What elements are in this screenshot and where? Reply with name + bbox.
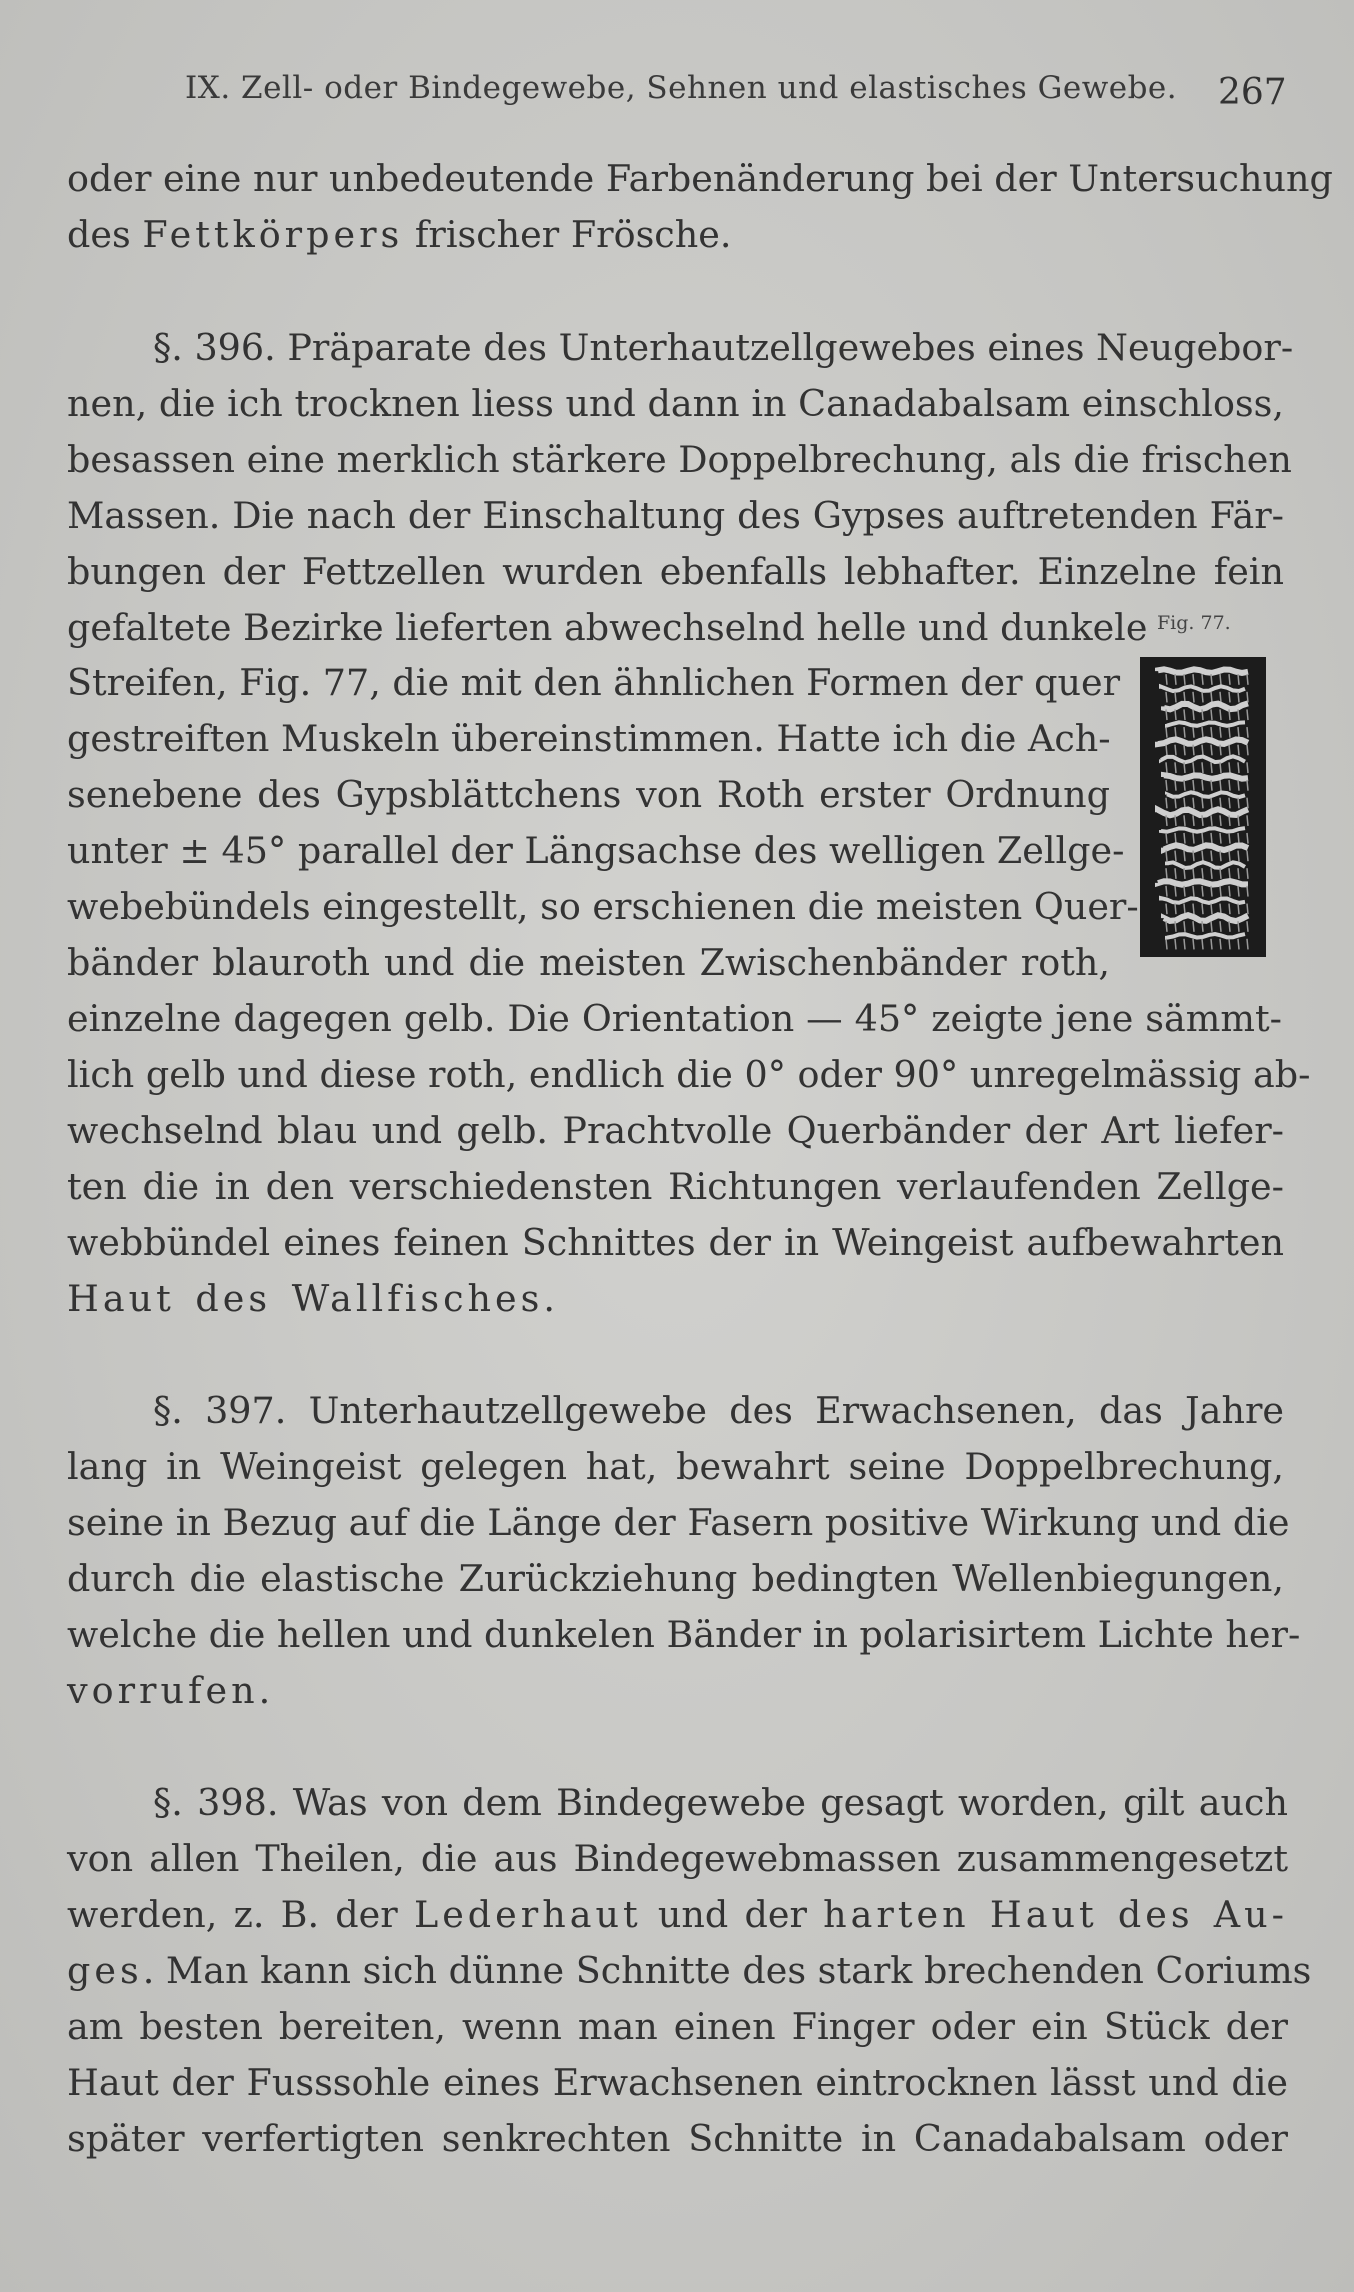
figure-77-striped-tissue xyxy=(1140,657,1266,957)
figure-hatch xyxy=(1166,745,1167,756)
text-run: webbündel eines feinen Schnittes der in Weingeist aufbewahrten xyxy=(67,1221,1284,1264)
figure-hatch xyxy=(1166,939,1167,950)
figure-hatch xyxy=(1211,815,1212,826)
figure-hatch xyxy=(1238,868,1239,879)
figure-hatch xyxy=(1238,904,1239,915)
figure-hatch xyxy=(1166,904,1167,915)
figure-hatch xyxy=(1202,851,1203,862)
running-title: IX. Zell- oder Bindegewebe, Sehnen und elastisches Gewebe. xyxy=(185,70,1178,106)
figure-hatch xyxy=(1175,904,1176,915)
figure-hatch xyxy=(1166,780,1167,791)
figure-hatch xyxy=(1238,780,1239,791)
text-line xyxy=(67,156,1333,202)
figure-hatch xyxy=(1202,939,1203,950)
figure-hatch xyxy=(1193,886,1194,897)
text-run: Haut der Fusssohle eines Erwachsenen eintrocknen lässt und die xyxy=(67,2061,1288,2104)
figure-hatch xyxy=(1193,674,1194,685)
figure-hatch xyxy=(1202,780,1203,791)
figure-hatch xyxy=(1193,868,1194,879)
figure-stripe xyxy=(1158,881,1248,885)
text-line xyxy=(67,996,1282,1042)
figure-hatch xyxy=(1193,780,1194,791)
text-run: einzelne dagegen gelb. Die Orientation — 45° zeigte jene sämmt- xyxy=(67,997,1282,1040)
figure-hatch xyxy=(1202,727,1203,738)
figure-hatch xyxy=(1184,798,1185,809)
text-line xyxy=(153,325,1293,371)
figure-hatch xyxy=(1175,798,1176,809)
figure-hatch xyxy=(1202,798,1203,809)
text-run: werden, z. B. der xyxy=(67,1893,414,1936)
figure-hatch xyxy=(1229,851,1230,862)
figure-hatch xyxy=(1220,745,1221,756)
figure-hatch xyxy=(1175,780,1176,791)
figure-hatch xyxy=(1166,692,1167,703)
figure-hatch xyxy=(1211,921,1212,932)
text-line xyxy=(67,381,1284,427)
figure-hatch xyxy=(1175,727,1176,738)
figure-hatch xyxy=(1166,727,1167,738)
figure-label: Fig. 77. xyxy=(1157,612,1231,634)
text-run: von allen Theilen, die aus Bindegewebmassen zusammengesetzt xyxy=(67,1837,1288,1880)
figure-hatch xyxy=(1220,709,1221,720)
figure-hatch xyxy=(1193,921,1194,932)
figure-hatch xyxy=(1211,868,1212,879)
text-run: durch die elastische Zurückziehung bedingten Wellenbiegungen, xyxy=(67,1557,1284,1600)
figure-hatch xyxy=(1184,762,1185,773)
spaced-emphasis: Lederhaut xyxy=(413,1893,642,1936)
figure-hatch xyxy=(1211,727,1212,738)
figure-hatch xyxy=(1184,851,1185,862)
figure-hatch xyxy=(1220,762,1221,773)
figure-hatch xyxy=(1166,921,1167,932)
text-line xyxy=(67,437,1292,483)
spaced-emphasis: Fettkörpers xyxy=(142,213,404,256)
figure-hatch xyxy=(1184,868,1185,879)
figure-hatch xyxy=(1220,939,1221,950)
figure-hatch xyxy=(1220,674,1221,685)
figure-hatch xyxy=(1247,798,1248,809)
figure-hatch xyxy=(1193,939,1194,950)
figure-hatch xyxy=(1202,692,1203,703)
figure-hatch xyxy=(1229,904,1230,915)
text-run: Massen. Die nach der Einschaltung des Gypses auftretenden Fär- xyxy=(67,494,1284,537)
text-run: seine in Bezug auf die Länge der Fasern positive Wirkung und die xyxy=(67,1501,1290,1544)
figure-hatch xyxy=(1202,762,1203,773)
figure-hatch xyxy=(1247,727,1248,738)
figure-hatch xyxy=(1184,815,1185,826)
page-number: 267 xyxy=(1218,72,1287,113)
figure-hatch xyxy=(1247,886,1248,897)
figure-hatch xyxy=(1220,833,1221,844)
figure-hatch xyxy=(1193,904,1194,915)
figure-hatch xyxy=(1193,745,1194,756)
text-line xyxy=(67,2004,1288,2050)
figure-hatch xyxy=(1166,709,1167,720)
figure-hatch xyxy=(1166,674,1167,685)
text-run: oder eine nur unbedeutende Farbenänderung bei der Untersuchung xyxy=(67,157,1333,200)
text-run: bungen der Fettzellen wurden ebenfalls lebhafter. Einzelne fein xyxy=(67,550,1284,593)
figure-hatch xyxy=(1184,674,1185,685)
figure-hatch xyxy=(1238,939,1239,950)
figure-hatch xyxy=(1211,904,1212,915)
figure-hatch xyxy=(1220,798,1221,809)
spaced-emphasis: harten Haut des Au- xyxy=(823,1893,1288,1936)
figure-hatch xyxy=(1247,780,1248,791)
text-run: bänder blauroth und die meisten Zwischenbänder roth, xyxy=(67,941,1110,984)
figure-hatch xyxy=(1247,762,1248,773)
text-run: lich gelb und diese roth, endlich die 0° oder 90° unregelmässig ab- xyxy=(67,1053,1311,1096)
figure-hatch xyxy=(1202,868,1203,879)
figure-hatch xyxy=(1175,833,1176,844)
text-line xyxy=(67,493,1284,539)
figure-hatch xyxy=(1220,851,1221,862)
text-line xyxy=(67,716,1111,762)
figure-hatch xyxy=(1211,692,1212,703)
figure-hatch xyxy=(1166,851,1167,862)
text-run: frischer Frösche. xyxy=(403,213,732,256)
text-run: ten die in den verschiedensten Richtungen verlaufenden Zellge- xyxy=(67,1165,1284,1208)
figure-hatch xyxy=(1211,833,1212,844)
figure-hatch xyxy=(1229,780,1230,791)
figure-hatch xyxy=(1229,886,1230,897)
text-run: Streifen, Fig. 77, die mit den ähnlichen Formen der quer xyxy=(67,661,1121,704)
figure-hatch xyxy=(1166,886,1167,897)
figure-hatch xyxy=(1229,921,1230,932)
figure-hatch xyxy=(1184,727,1185,738)
spaced-emphasis: ges xyxy=(67,1949,143,1992)
figure-hatch xyxy=(1193,798,1194,809)
figure-hatch xyxy=(1220,692,1221,703)
text-line xyxy=(67,2116,1288,2162)
figure-hatch xyxy=(1238,798,1239,809)
text-run: unter ± 45° parallel der Längsachse des welligen Zellge- xyxy=(67,829,1125,872)
figure-hatch xyxy=(1166,868,1167,879)
text-line xyxy=(67,1052,1310,1098)
figure-hatch xyxy=(1175,745,1176,756)
figure-hatch xyxy=(1211,780,1212,791)
figure-hatch xyxy=(1229,727,1230,738)
figure-hatch xyxy=(1247,833,1248,844)
figure-hatch xyxy=(1184,833,1185,844)
text-run: welche die hellen und dunkelen Bänder in polarisirtem Lichte her- xyxy=(67,1613,1301,1656)
text-run: später verfertigten senkrechten Schnitte in Canadabalsam oder xyxy=(67,2117,1288,2160)
figure-hatch xyxy=(1247,709,1248,720)
figure-hatch xyxy=(1175,692,1176,703)
figure-hatch xyxy=(1247,745,1248,756)
figure-hatch xyxy=(1238,762,1239,773)
text-run: am besten bereiten, wenn man einen Finger oder ein Stück der xyxy=(67,2005,1288,2048)
figure-hatch xyxy=(1247,904,1248,915)
text-line xyxy=(67,1892,1288,1938)
text-line xyxy=(67,1444,1284,1490)
figure-hatch xyxy=(1211,939,1212,950)
text-line xyxy=(67,1220,1284,1266)
figure-hatch xyxy=(1247,815,1248,826)
figure-hatch xyxy=(1202,921,1203,932)
figure-hatch xyxy=(1220,727,1221,738)
figure-hatch xyxy=(1184,904,1185,915)
figure-hatch xyxy=(1184,921,1185,932)
text-line xyxy=(67,772,1110,818)
text-line xyxy=(153,1780,1288,1826)
figure-hatch xyxy=(1247,921,1248,932)
text-line xyxy=(67,1556,1284,1602)
figure-hatch xyxy=(1175,921,1176,932)
figure-stripe xyxy=(1164,775,1248,779)
text-run: gefaltete Bezirke lieferten abwechselnd helle und dunkele xyxy=(67,606,1148,649)
text-run: §. 398. Was von dem Bindegewebe gesagt worden, gilt auch xyxy=(153,1781,1288,1824)
text-line xyxy=(67,212,731,258)
text-line xyxy=(67,660,1120,706)
figure-hatch xyxy=(1166,833,1167,844)
figure-hatch xyxy=(1211,674,1212,685)
figure-hatch xyxy=(1193,851,1194,862)
figure-hatch xyxy=(1238,674,1239,685)
figure-hatch xyxy=(1238,709,1239,720)
figure-hatch xyxy=(1175,851,1176,862)
figure-hatch xyxy=(1202,833,1203,844)
figure-hatch xyxy=(1229,798,1230,809)
spaced-emphasis: Haut des Wallfisches xyxy=(67,1277,544,1320)
figure-hatch xyxy=(1238,921,1239,932)
figure-hatch xyxy=(1184,886,1185,897)
figure-hatch xyxy=(1229,868,1230,879)
text-run: . xyxy=(258,1669,271,1712)
figure-hatch xyxy=(1229,674,1230,685)
figure-hatch xyxy=(1184,709,1185,720)
text-line xyxy=(67,605,1147,651)
figure-hatch xyxy=(1229,939,1230,950)
figure-hatch xyxy=(1175,762,1176,773)
figure-hatch xyxy=(1220,921,1221,932)
figure-hatch xyxy=(1184,745,1185,756)
figure-hatch xyxy=(1193,833,1194,844)
figure-hatch xyxy=(1238,745,1239,756)
text-run: . Man kann sich dünne Schnitte des stark brechenden Coriums xyxy=(142,1949,1312,1992)
figure-hatch xyxy=(1175,886,1176,897)
text-line xyxy=(67,1500,1289,1546)
figure-hatch xyxy=(1202,886,1203,897)
text-line xyxy=(67,940,1110,986)
figure-hatch xyxy=(1202,904,1203,915)
figure-hatch xyxy=(1211,709,1212,720)
figure-hatch xyxy=(1211,851,1212,862)
figure-hatch xyxy=(1175,868,1176,879)
figure-hatch xyxy=(1238,727,1239,738)
figure-hatch xyxy=(1193,692,1194,703)
figure-hatch xyxy=(1229,745,1230,756)
text-run: des xyxy=(67,213,143,256)
figure-hatch xyxy=(1238,815,1239,826)
figure-hatch xyxy=(1247,868,1248,879)
figure-hatch xyxy=(1202,745,1203,756)
text-run: webebündels eingestellt, so erschienen die meisten Quer- xyxy=(67,885,1139,928)
text-line xyxy=(67,1108,1284,1154)
figure-hatch xyxy=(1193,709,1194,720)
figure-hatch xyxy=(1211,762,1212,773)
figure-hatch xyxy=(1175,815,1176,826)
figure-hatch xyxy=(1220,886,1221,897)
text-line xyxy=(67,549,1284,595)
figure-hatch xyxy=(1193,727,1194,738)
figure-hatch xyxy=(1175,709,1176,720)
text-line xyxy=(67,1276,555,1322)
figure-hatch xyxy=(1175,674,1176,685)
text-run: §. 397. Unterhautzellgewebe des Erwachsenen, das Jahre xyxy=(153,1389,1284,1432)
figure-hatch xyxy=(1238,851,1239,862)
figure-hatch xyxy=(1166,815,1167,826)
figure-hatch xyxy=(1166,798,1167,809)
text-line xyxy=(153,1388,1284,1434)
figure-hatch xyxy=(1229,709,1230,720)
text-line xyxy=(67,1668,270,1714)
text-run: wechselnd blau und gelb. Prachtvolle Querbänder der Art liefer- xyxy=(67,1109,1284,1152)
figure-hatch xyxy=(1229,833,1230,844)
figure-hatch xyxy=(1229,815,1230,826)
text-line xyxy=(67,1836,1288,1882)
figure-hatch xyxy=(1238,833,1239,844)
figure-hatch xyxy=(1211,745,1212,756)
figure-hatch xyxy=(1229,692,1230,703)
figure-hatch xyxy=(1247,674,1248,685)
figure-hatch xyxy=(1211,798,1212,809)
text-line xyxy=(67,1164,1284,1210)
figure-hatch xyxy=(1202,674,1203,685)
figure-hatch xyxy=(1220,868,1221,879)
figure-stripe xyxy=(1158,669,1248,673)
figure-hatch xyxy=(1202,709,1203,720)
figure-hatch xyxy=(1166,762,1167,773)
figure-hatch xyxy=(1184,780,1185,791)
figure-hatch xyxy=(1184,692,1185,703)
figure-hatch xyxy=(1220,815,1221,826)
text-run: §. 396. Präparate des Unterhautzellgewebes eines Neugebor- xyxy=(153,326,1294,369)
text-line xyxy=(67,1948,1311,1994)
figure-hatch xyxy=(1238,886,1239,897)
figure-hatch xyxy=(1193,762,1194,773)
text-run: . xyxy=(543,1277,555,1320)
text-run: lang in Weingeist gelegen hat, bewahrt seine Doppelbrechung, xyxy=(67,1445,1284,1488)
text-line xyxy=(67,828,1124,874)
text-line xyxy=(67,1612,1300,1658)
text-run: gestreiften Muskeln übereinstimmen. Hatte ich die Ach- xyxy=(67,717,1111,760)
figure-hatch xyxy=(1229,762,1230,773)
spaced-emphasis: vorrufen xyxy=(67,1669,259,1712)
figure-hatch xyxy=(1175,939,1176,950)
figure-hatch xyxy=(1238,692,1239,703)
figure-hatch xyxy=(1220,780,1221,791)
text-run: nen, die ich trocknen liess und dann in Canadabalsam einschloss, xyxy=(67,382,1284,425)
text-run: senebene des Gypsblättchens von Roth erster Ordnung xyxy=(67,773,1110,816)
figure-hatch xyxy=(1220,904,1221,915)
figure-hatch xyxy=(1202,815,1203,826)
figure-hatch xyxy=(1247,851,1248,862)
figure-hatch xyxy=(1247,939,1248,950)
figure-hatch xyxy=(1211,886,1212,897)
text-run: und der xyxy=(641,1893,824,1936)
text-run: besassen eine merklich stärkere Doppelbrechung, als die frischen xyxy=(67,438,1292,481)
text-line xyxy=(67,884,1139,930)
figure-hatch xyxy=(1193,815,1194,826)
text-line xyxy=(67,2060,1288,2106)
figure-hatch xyxy=(1184,939,1185,950)
